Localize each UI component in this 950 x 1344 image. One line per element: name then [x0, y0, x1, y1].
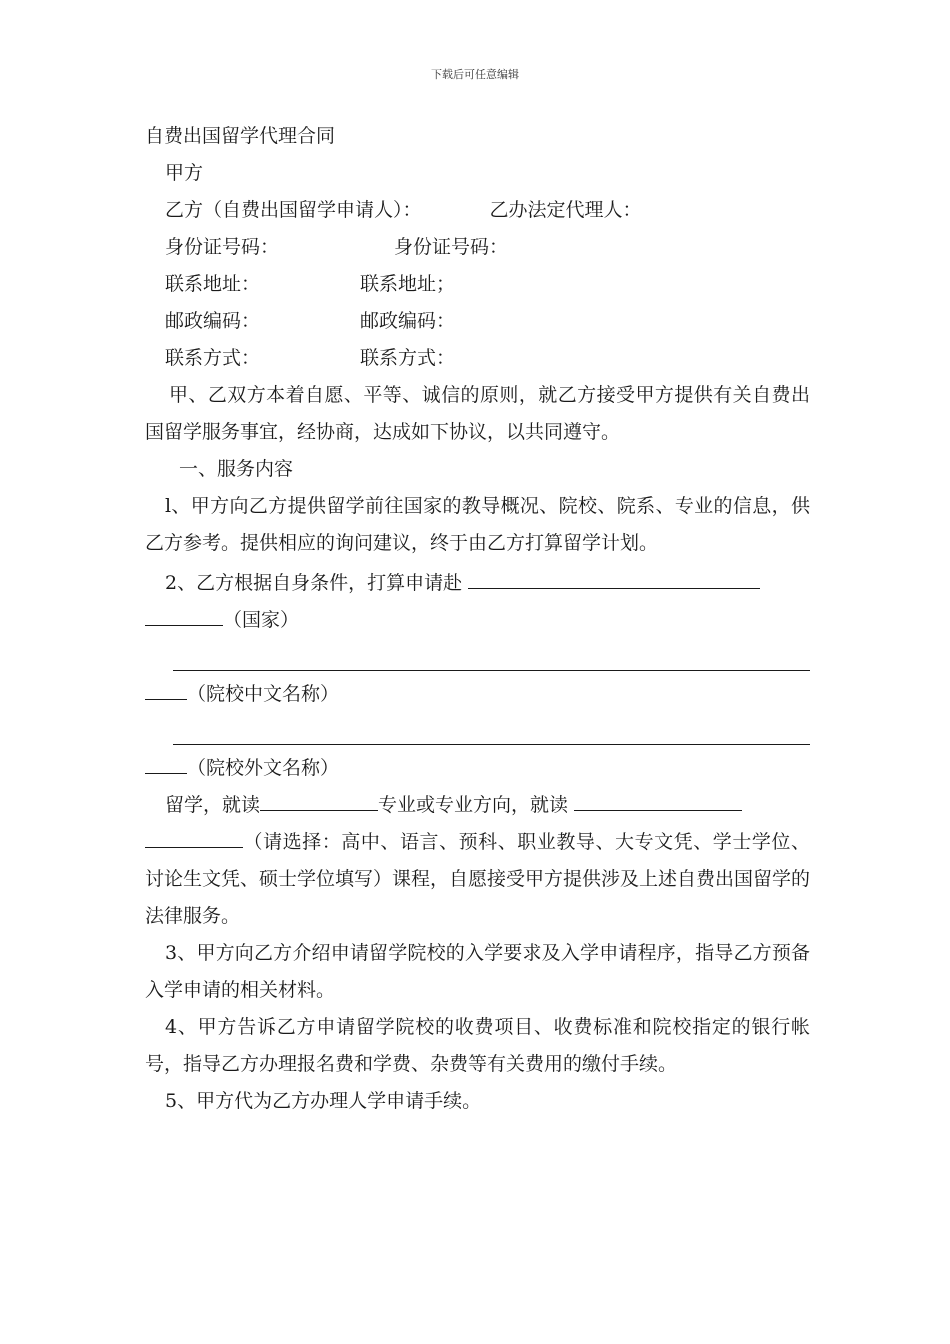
school-cn-line: [145, 673, 810, 710]
address-line: [145, 266, 810, 303]
party-b-label: 乙方（自费出国留学申请人）：: [165, 199, 422, 221]
party-b-agent-label: 乙办法定代理人：: [489, 199, 642, 221]
section-1-title: 一、服务内容: [179, 458, 294, 480]
item-4-paragraph: 4、甲方告诉乙方申请留学院校的收费项目、收费标准和院校指定的银行帐号，指导乙方办理报名费和学费、杂费等有关费用的缴付手续。: [145, 1016, 810, 1075]
school-en-line: [145, 747, 810, 784]
id-number-line: [145, 229, 810, 266]
study-options-text: （请选择：高中、语言、预科、职业教导、大专文凭、学士学位、讨论生文凭、硕士学位填写）课程，自愿接受甲方提供涉及上述自费出国留学的法律服务。: [145, 831, 811, 927]
study-mid: 专业或专业方向，就读: [378, 794, 569, 816]
school-cn-blank[interactable]: [173, 644, 810, 671]
contact-line: [145, 340, 810, 377]
country-label: （国家）: [223, 609, 300, 631]
id-label-b: 身份证号码：: [394, 236, 509, 258]
country-blank-cont[interactable]: [145, 599, 223, 626]
school-en-blank-row[interactable]: [145, 710, 810, 747]
header-note: 下载后可任意编辑: [431, 68, 519, 81]
item-5-line: 5、甲方代为乙方办理人学申请手续。: [165, 1090, 482, 1112]
major-blank[interactable]: [260, 784, 378, 811]
school-cn-blank-cont[interactable]: [145, 673, 187, 700]
country-blank[interactable]: [468, 562, 760, 589]
study-options-paragraph: [145, 821, 810, 935]
intro-paragraph: 甲、乙双方本着自愿、平等、诚信的原则，就乙方接受甲方提供有关自费出国留学服务事宜，经协商，达成如下协议，以共同遵守。: [145, 384, 810, 443]
contract-body: [145, 118, 810, 1120]
school-en-blank-cont[interactable]: [145, 747, 187, 774]
school-cn-blank-row[interactable]: [145, 636, 810, 673]
id-label-a: 身份证号码：: [165, 236, 280, 258]
address-label-a: 联系地址：: [165, 273, 261, 295]
school-en-label: （院校外文名称）: [187, 757, 340, 779]
school-en-blank[interactable]: [173, 718, 810, 745]
postcode-line: [145, 303, 810, 340]
item-1-paragraph: l、甲方向乙方提供留学前往国家的教导概况、院校、院系、专业的信息，供乙方参考。提供相应的询问建议，终于由乙方打算留学计划。: [145, 495, 810, 554]
address-label-b: 联系地址；: [360, 273, 456, 295]
postcode-label-b: 邮政编码：: [360, 310, 456, 332]
study-line: [145, 784, 810, 821]
item-2-line: [145, 562, 810, 599]
party-a-line: 甲方: [165, 162, 204, 184]
item-3-paragraph: 3、甲方向乙方介绍申请留学院校的入学要求及入学申请程序，指导乙方预备入学申请的相关材料。: [145, 942, 810, 1001]
item-2-country-line: [145, 599, 810, 636]
degree-blank[interactable]: [574, 784, 742, 811]
school-cn-label: （院校中文名称）: [187, 683, 340, 705]
contact-label-a: 联系方式：: [165, 347, 261, 369]
party-b-line: [145, 192, 810, 229]
degree-blank-cont[interactable]: [145, 821, 243, 848]
contact-label-b: 联系方式：: [360, 347, 456, 369]
contract-title: 自费出国留学代理合同: [145, 125, 336, 147]
postcode-label-a: 邮政编码：: [165, 310, 261, 332]
item-2-prefix: 2、乙方根据自身条件，打算申请赴: [165, 572, 463, 594]
study-prefix: 留学，就读: [165, 794, 261, 816]
